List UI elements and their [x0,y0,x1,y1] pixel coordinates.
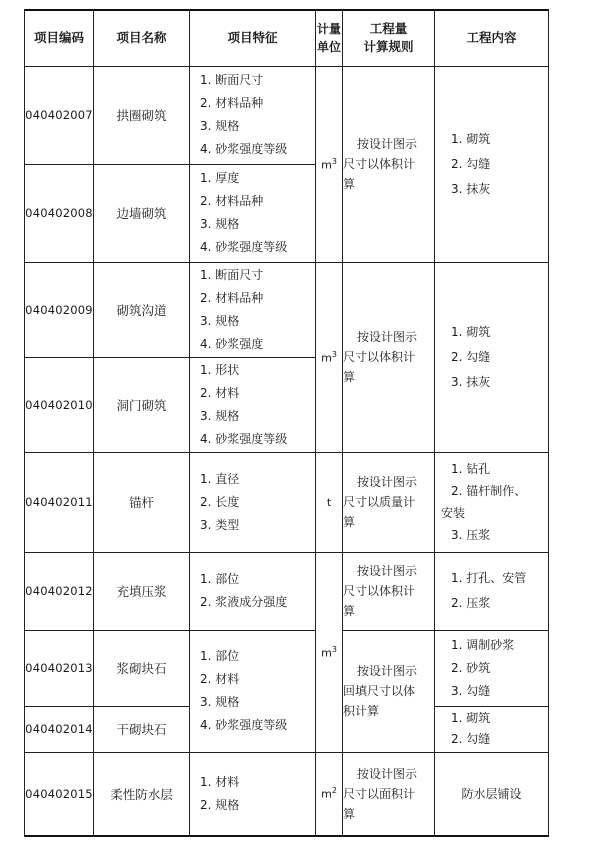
feature-line: 4. 砂浆强度等级 [200,142,288,156]
item-features [190,357,316,452]
header-code: 项目编码 [25,10,94,66]
feature-line: 1. 形状 [200,362,240,377]
rule-line: 按设计图示 [357,766,418,781]
unit-base: m [321,158,332,172]
item-name: 浆砌块石 [94,630,190,706]
header-rule-line2: 计算规则 [363,39,414,55]
feature-line: 3. 规格 [200,313,240,328]
feature-line: 3. 规格 [200,695,240,709]
feature-line: 3. 规格 [200,119,240,133]
feature-line: 4. 砂浆强度等级 [200,240,288,254]
content-line: 1. 砌筑 [451,324,491,339]
content-line: 2. 勾缝 [451,349,491,364]
item-features [190,164,316,262]
rule-line: 积计算 [343,704,380,718]
item-features [190,452,316,552]
feature-line: 4. 砂浆强度等级 [200,718,288,732]
item-code: 040402007 [25,66,94,164]
rule-cell [343,630,435,752]
item-code: 040402010 [25,357,94,452]
content-line: 1. 砌筑 [451,711,491,725]
feature-line: 1. 断面尺寸 [200,267,264,282]
header-features: 项目特征 [190,10,316,66]
item-code: 040402013 [25,630,94,706]
rule-line: 尺寸以面积计 [343,786,416,801]
item-code: 040402015 [25,752,94,836]
rule-line: 尺寸以体积计 [343,584,416,598]
rule-line: 尺寸以体积计 [343,350,416,364]
unit-exponent: 2 [331,786,337,796]
header-unit-line1: 计量 [316,22,341,37]
header-rule-line1: 工程量 [369,21,408,37]
rule-line: 算 [343,604,356,618]
rule-cell [343,262,435,452]
item-code: 040402012 [25,552,94,630]
unit-cell [316,66,343,262]
content-line: 3. 压浆 [451,528,491,542]
item-features [190,752,316,836]
content-line: 1. 打孔、安管 [451,571,527,585]
content-line: 2. 锚杆制作、 [451,484,527,498]
content-cell [435,630,549,706]
feature-line: 2. 规格 [200,797,240,812]
feature-line: 1. 直径 [200,471,240,486]
content-cell [435,706,549,752]
feature-line: 1. 部位 [200,572,240,586]
feature-line: 2. 材料 [200,672,240,686]
feature-line: 3. 规格 [200,217,240,231]
spec-table [24,9,549,837]
content-line: 3. 抹灰 [451,374,491,389]
item-name: 干砌块石 [94,706,190,752]
unit-cell [316,262,343,452]
content-cell: 防水层铺设 [435,752,549,836]
item-code: 040402011 [25,452,94,552]
unit-exponent: 3 [331,156,337,166]
item-code: 040402014 [25,706,94,752]
unit-exponent: 3 [331,349,337,359]
item-features [190,630,316,752]
rule-cell [343,552,435,630]
table-row [25,552,549,630]
feature-line: 1. 厚度 [200,171,240,185]
rule-line: 回填尺寸以体 [343,684,416,698]
feature-line: 2. 长度 [200,494,240,509]
content-line: 2. 勾缝 [451,732,491,746]
content-cell [435,66,549,262]
feature-line: 1. 材料 [200,774,240,789]
rule-line: 按设计图示 [357,664,418,678]
table-row [25,752,549,836]
content-line: 3. 勾缝 [451,683,491,698]
content-cell [435,452,549,552]
item-features [190,552,316,630]
unit-base: m [321,788,332,802]
content-line: 2. 压浆 [451,596,491,610]
rule-cell [343,752,435,836]
rule-line: 尺寸以体积计 [343,157,416,171]
rule-line: 按设计图示 [357,330,418,344]
item-name: 充填压浆 [94,552,190,630]
item-name: 柔性防水层 [94,752,190,836]
unit-cell [316,552,343,752]
header-name: 项目名称 [94,10,190,66]
unit-base: m [321,351,332,365]
feature-line: 2. 材料 [200,385,240,400]
item-name: 砌筑沟道 [94,262,190,357]
rule-line: 算 [343,177,356,191]
content-line: 1. 砌筑 [451,131,491,146]
unit-cell [316,752,343,836]
item-name: 锚杆 [94,452,190,552]
feature-line: 2. 浆液成分强度 [200,595,288,609]
header-rule [343,10,435,66]
item-features [190,66,316,164]
rule-line: 算 [343,515,356,529]
unit-cell: t [316,452,343,552]
content-line: 2. 砂筑 [451,660,491,675]
content-cell [435,262,549,452]
header-row [25,10,549,66]
unit-exponent: 3 [331,644,337,654]
rule-line: 尺寸以质量计 [343,495,416,509]
table-row [25,630,549,706]
item-code: 040402008 [25,164,94,262]
content-line: 1. 钻孔 [451,462,491,476]
table-row [25,452,549,552]
content-line: 2. 勾缝 [451,156,491,171]
content-line: 安装 [441,506,466,520]
header-unit-line2: 单位 [316,40,341,55]
feature-line: 1. 断面尺寸 [200,73,264,87]
feature-line: 4. 砂浆强度等级 [200,431,288,446]
rule-line: 按设计图示 [357,475,418,489]
rule-line: 按设计图示 [357,137,418,151]
header-content: 工程内容 [435,10,549,66]
table-row [25,262,549,357]
feature-line: 2. 材料品种 [200,96,264,110]
rule-line: 算 [343,806,356,821]
header-unit [316,10,343,66]
unit-base: m [321,646,332,660]
content-line: 3. 抹灰 [451,181,491,196]
item-features [190,262,316,357]
item-name: 边墙砌筑 [94,164,190,262]
rule-cell [343,66,435,262]
feature-line: 3. 类型 [200,517,240,532]
table-row [25,66,549,164]
feature-line: 3. 规格 [200,408,240,423]
feature-line: 4. 砂浆强度 [200,336,264,351]
feature-line: 2. 材料品种 [200,290,264,305]
content-line: 1. 调制砂浆 [451,637,515,652]
rule-line: 算 [343,370,356,384]
item-name: 拱圈砌筑 [94,66,190,164]
content-cell [435,552,549,630]
feature-line: 2. 材料品种 [200,194,264,208]
rule-line: 按设计图示 [357,564,418,578]
feature-line: 1. 部位 [200,649,240,663]
item-code: 040402009 [25,262,94,357]
item-name: 洞门砌筑 [94,357,190,452]
rule-cell [343,452,435,552]
